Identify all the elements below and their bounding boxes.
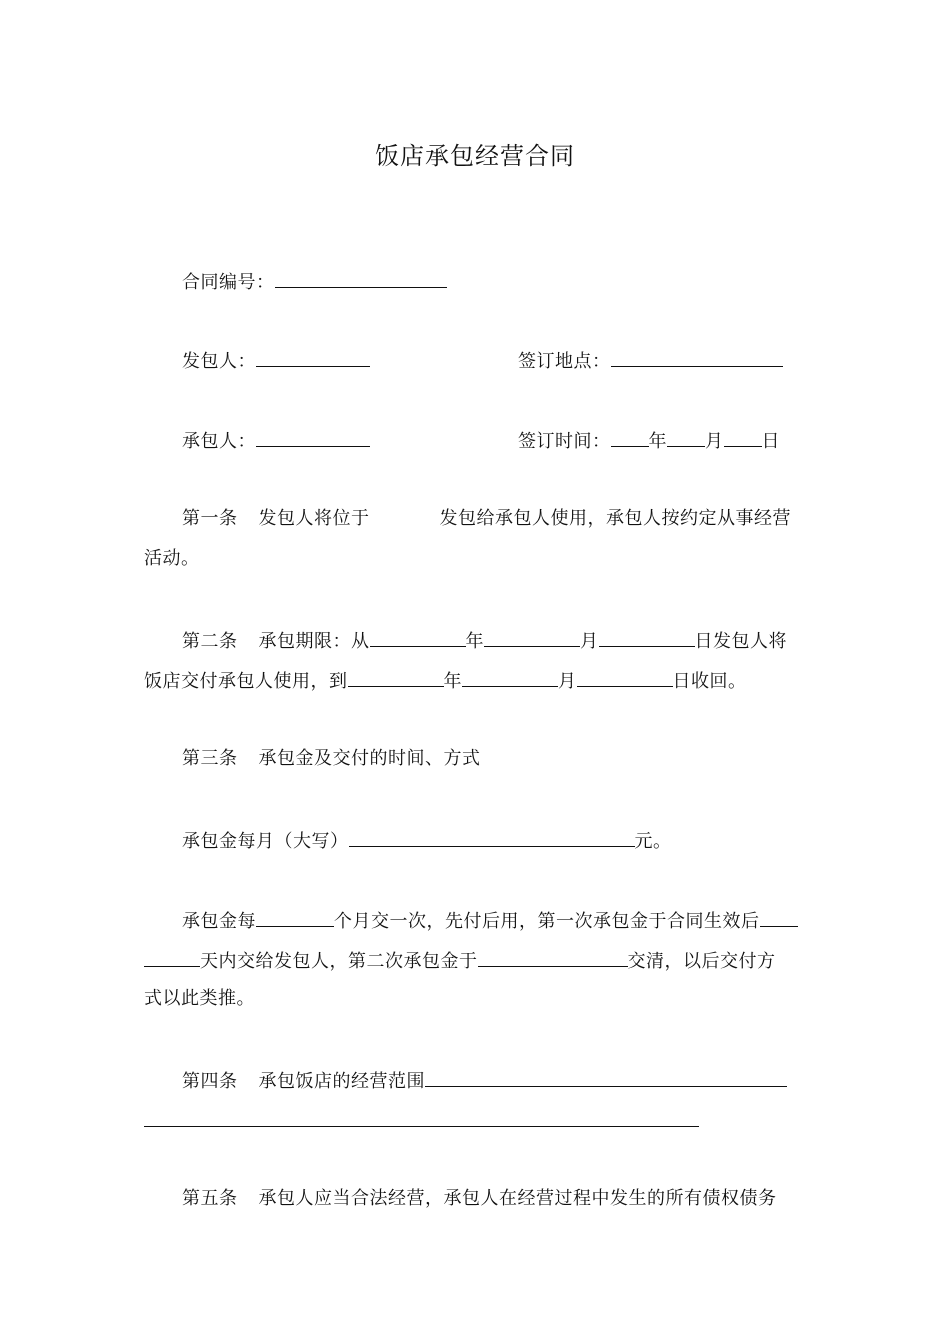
- article-4-line-1: [182, 1067, 787, 1094]
- sign-year-blank: [611, 427, 649, 447]
- article-2-text-d: 日收回。: [672, 671, 747, 692]
- article-2-text-c: 饭店交付承包人使用，到: [144, 671, 348, 692]
- sign-month-blank: [667, 427, 705, 447]
- monthly-fee-line: [182, 827, 672, 854]
- month-text: 月: [705, 431, 724, 452]
- payment-text-b: 个月交一次，先付后用，第一次承包金于合同生效后: [334, 911, 760, 932]
- article-3-heading: 第三条: [182, 748, 238, 769]
- second-payment-blank: [478, 947, 628, 967]
- article-3-text: 承包金及交付的时间、方式: [258, 748, 481, 769]
- article-1-text-c: 活动。: [144, 548, 200, 569]
- article-1-heading: 第一条: [182, 508, 238, 529]
- sign-place-line: [518, 347, 783, 374]
- contract-number-blank: [275, 268, 447, 288]
- contractor-label: 承包人：: [182, 431, 256, 452]
- business-scope-blank-a: [425, 1067, 787, 1087]
- start-month-blank: [484, 627, 580, 647]
- sign-time-line: [518, 427, 780, 454]
- payment-text-e: 式以此类推。: [144, 988, 255, 1009]
- contract-number-line: [182, 268, 447, 295]
- contractor-line: [182, 427, 370, 454]
- article-4-heading: 第四条: [182, 1071, 238, 1092]
- article-5-heading: 第五条: [182, 1188, 238, 1209]
- payment-text-a: 承包金每: [182, 911, 256, 932]
- article-1-text-a: 发包人将位于: [258, 508, 370, 529]
- payment-line-1: [182, 907, 798, 934]
- article-5-line-1: [182, 1187, 777, 1211]
- article-2-heading: 第二条: [182, 631, 238, 652]
- end-day-blank: [577, 667, 673, 687]
- article-3-line: [182, 747, 481, 771]
- sign-place-blank: [611, 347, 783, 367]
- payment-text-d: 交清，以后交付方: [627, 951, 776, 972]
- start-year-text: 年: [465, 631, 484, 652]
- business-scope-blank-b: [144, 1107, 699, 1127]
- employer-line: [182, 347, 370, 374]
- page-title: 饭店承包经营合同: [375, 142, 575, 170]
- payment-text-c: 天内交给发包人，第二次承包金于: [200, 951, 478, 972]
- contract-number-label: 合同编号：: [182, 272, 275, 293]
- contractor-blank: [256, 427, 370, 447]
- sign-place-label: 签订地点：: [518, 351, 611, 372]
- monthly-fee-unit: 元。: [634, 831, 672, 852]
- employer-label: 发包人：: [182, 351, 256, 372]
- article-4-text: 承包饭店的经营范围: [258, 1071, 425, 1092]
- article-2-text-b: 日发包人将: [694, 631, 787, 652]
- payment-line-2: [144, 947, 776, 974]
- article-2-line-2: [144, 667, 747, 694]
- article-2-line-1: [182, 627, 787, 654]
- article-5-text: 承包人应当合法经营，承包人在经营过程中发生的所有债权债务: [258, 1188, 777, 1209]
- article-2-text-a: 承包期限：从: [258, 631, 370, 652]
- sign-day-blank: [724, 427, 762, 447]
- payment-months-blank: [256, 907, 334, 927]
- article-1-text-b: 发包给承包人使用，承包人按约定从事经营: [439, 508, 791, 529]
- day-text: 日: [761, 431, 780, 452]
- end-year-text: 年: [443, 671, 462, 692]
- end-year-blank: [348, 667, 444, 687]
- monthly-fee-blank: [349, 827, 635, 847]
- year-text: 年: [648, 431, 667, 452]
- payment-line-3: [144, 987, 255, 1011]
- article-1-line-1: [182, 507, 791, 531]
- employer-blank: [256, 347, 370, 367]
- article-1-line-2: [144, 547, 200, 571]
- end-month-text: 月: [558, 671, 577, 692]
- start-month-text: 月: [580, 631, 599, 652]
- end-month-blank: [462, 667, 558, 687]
- monthly-fee-label: 承包金每月（大写）: [182, 831, 349, 852]
- article-4-line-2: [144, 1107, 699, 1134]
- sign-time-label: 签订时间：: [518, 431, 611, 452]
- start-day-blank: [599, 627, 695, 647]
- start-year-blank: [370, 627, 466, 647]
- payment-days-blank-a: [760, 907, 798, 927]
- payment-days-blank-b: [144, 947, 200, 967]
